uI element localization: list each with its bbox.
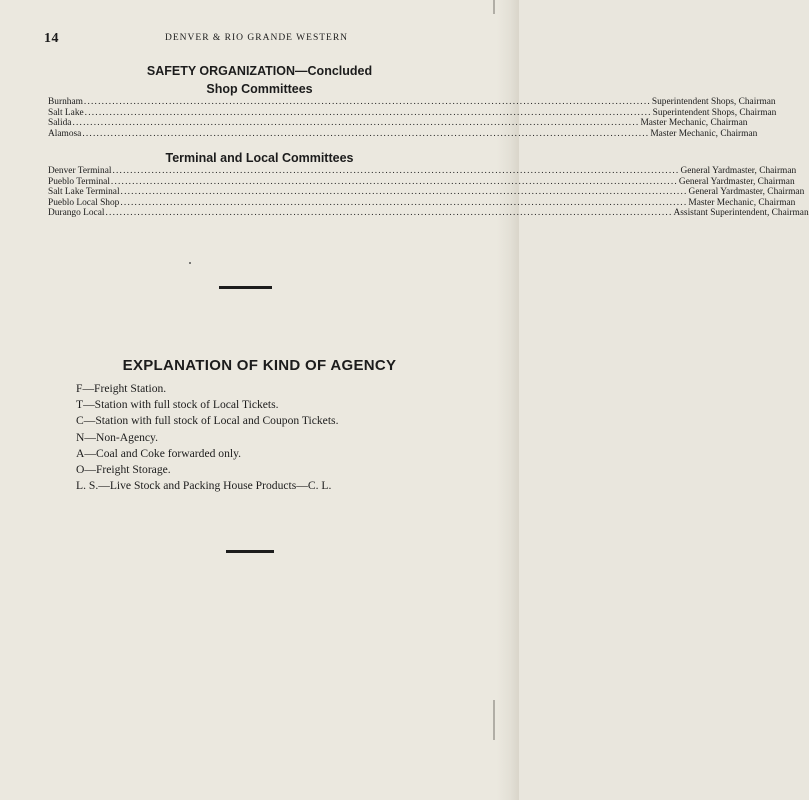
leader-dots: ................................................................................................................................................................ [82, 128, 650, 139]
legend-item: N—Non-Agency. [76, 430, 158, 444]
running-head: DENVER & RIO GRANDE WESTERN [165, 33, 349, 43]
terminal-committees-list [48, 166, 809, 219]
location-name: Salt Lake Terminal [48, 187, 120, 198]
list-item [48, 107, 777, 119]
list-item [48, 176, 795, 188]
chairman-role: General Yardmaster, Chairman [688, 187, 805, 198]
edge-mark [493, 700, 495, 740]
leader-dots: ................................................................................................................................................................ [120, 197, 688, 208]
shop-committees-title: Shop Committees [206, 82, 313, 96]
leader-dots: ................................................................................................................................................................ [110, 176, 678, 187]
legend-item: F—Freight Station. [76, 382, 167, 395]
legend-item: O—Freight Storage. [76, 463, 171, 477]
chairman-role: General Yardmaster, Chairman [678, 176, 795, 187]
safety-organization-title: SAFETY ORGANIZATION—Concluded [146, 64, 373, 78]
chairman-role: Superintendent Shops, Chairman [652, 107, 777, 118]
leader-dots: ................................................................................................................................................................ [84, 107, 652, 118]
terminal-committees-title: Terminal and Local Committees [165, 151, 354, 165]
legend-item: L. S.—Live Stock and Packing House Products—C. L. [76, 479, 332, 493]
chairman-role: General Yardmaster, Chairman [680, 166, 797, 176]
leader-dots: ................................................................................................................................................................ [83, 97, 651, 107]
legend-item: T—Station with full stock of Local Tickets. [76, 398, 279, 412]
list-item [48, 187, 805, 198]
chairman-role: Master Mechanic, Chairman [688, 197, 796, 208]
location-name: Pueblo Terminal [48, 176, 110, 187]
agency-legend [76, 381, 338, 494]
leader-dots: ................................................................................................................................................................ [112, 166, 680, 176]
chairman-role: Assistant Superintendent, Chairman [673, 208, 809, 219]
chairman-role: Master Mechanic, Chairman [650, 128, 758, 139]
location-name: Salida [48, 118, 72, 129]
list-item [48, 197, 796, 209]
list-item [48, 118, 748, 129]
legend-item: A—Coal and Coke forwarded only. [76, 446, 242, 460]
leader-dots: ................................................................................................................................................................ [72, 118, 640, 129]
list-item [48, 128, 758, 140]
agency-explanation-title: EXPLANATION OF KIND OF AGENCY [122, 357, 397, 374]
print-speck [189, 262, 191, 264]
shop-committees-list [48, 97, 777, 139]
list-item [48, 208, 809, 219]
leader-dots: ................................................................................................................................................................ [120, 187, 688, 198]
page-number: 14 [44, 31, 59, 46]
location-name: Durango Local [48, 208, 105, 219]
chairman-role: Superintendent Shops, Chairman [651, 97, 776, 107]
chairman-role: Master Mechanic, Chairman [640, 118, 748, 129]
section-divider-rule [226, 550, 274, 553]
legend-item: C—Station with full stock of Local and Coupon Tickets. [76, 414, 339, 428]
location-name: Pueblo Local Shop [48, 197, 120, 208]
edge-mark [493, 0, 495, 14]
leader-dots: ................................................................................................................................................................ [105, 208, 673, 219]
list-item [48, 166, 797, 177]
location-name: Burnham [48, 97, 83, 107]
location-name: Alamosa [48, 128, 82, 139]
location-name: Denver Terminal [48, 166, 112, 176]
section-divider-rule [219, 286, 272, 289]
location-name: Salt Lake [48, 107, 84, 118]
list-item [48, 97, 776, 108]
